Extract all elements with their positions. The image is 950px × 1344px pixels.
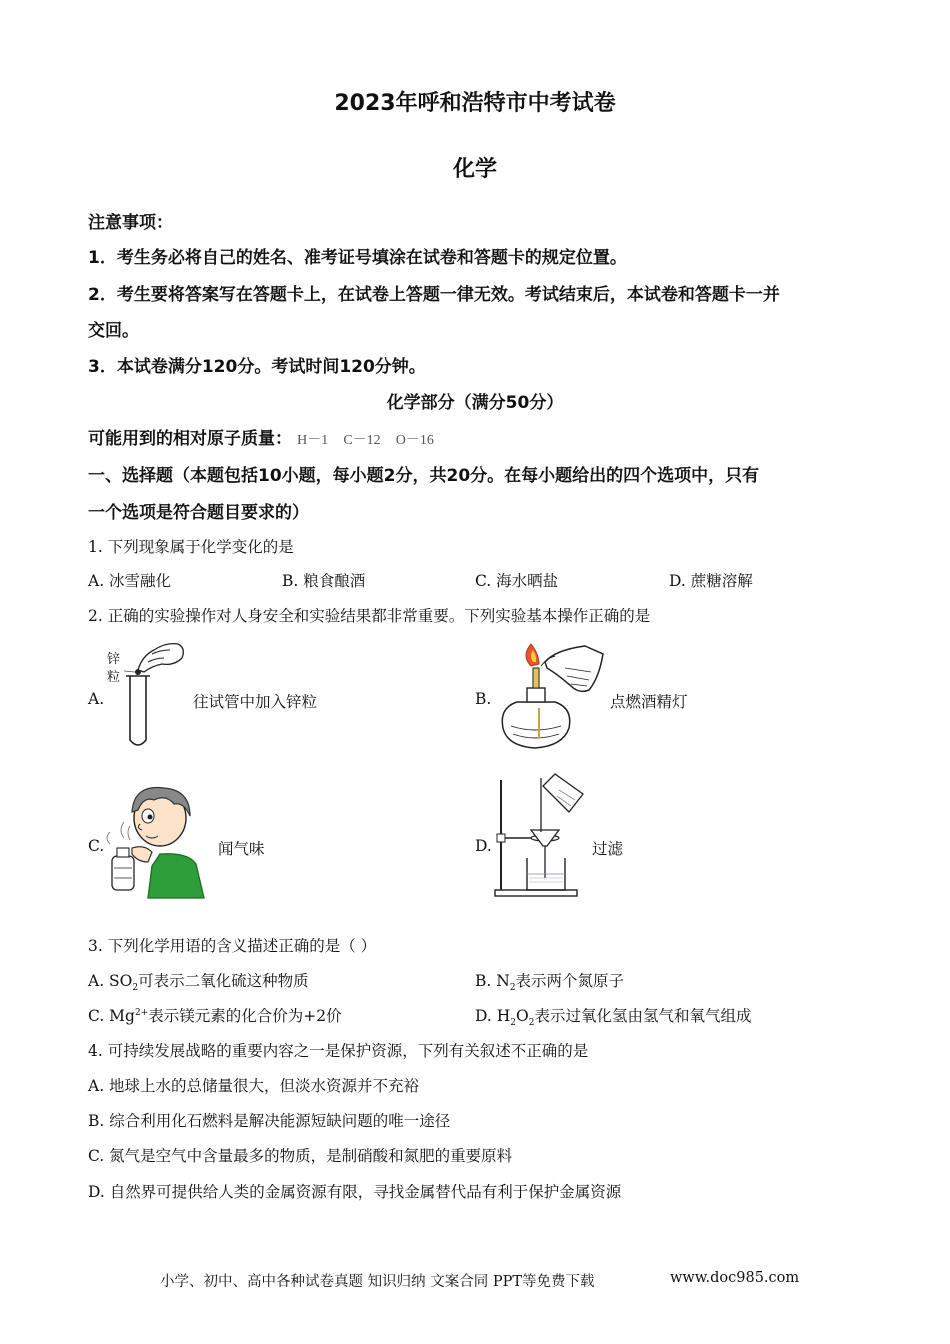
footer-url[interactable]: www.doc985.com [670, 1270, 800, 1286]
q4-option-c: C. 氮气是空气中含量最多的物质，是制硝酸和氮肥的重要原料 [88, 1147, 513, 1165]
q2-option-b-letter: B. [475, 690, 492, 708]
notice-item-2-line-1: 2．考生要将答案写在答题卡上，在试卷上答题一律无效。考试结束后，本试卷和答题卡一并 [88, 285, 780, 305]
atomic-mass-c: C－12 [343, 433, 381, 448]
q2-b-illustration [495, 638, 607, 750]
q3-b-formula: B. N [475, 972, 510, 990]
q3-a-subscript: 2 [132, 983, 139, 994]
q3-stem: 3. 下列化学用语的含义描述正确的是（ ） [88, 937, 377, 955]
footer-text: 小学、初中、高中各种试卷真题 知识归纳 文案合同 PPT等免费下载 [160, 1274, 595, 1290]
notice-heading: 注意事项： [88, 213, 173, 233]
q2-option-b-text: 点燃酒精灯 [610, 693, 688, 711]
q2-option-d-text: 过滤 [592, 840, 624, 858]
q4-option-d: D. 自然界可提供给人类的金属资源有限，寻找金属替代品有利于保护金属资源 [88, 1183, 622, 1201]
q3-c-superscript: 2+ [134, 1007, 149, 1018]
q3-option-c [88, 1004, 342, 1026]
q1-stem: 1. 下列现象属于化学变化的是 [88, 538, 294, 556]
q1-option-b: B. 粮食酿酒 [282, 572, 366, 590]
q3-d-subscript-2: 2 [528, 1018, 535, 1029]
q2-a-illustration [104, 636, 194, 751]
zinc-label-1: 锌 [107, 652, 121, 667]
q4-stem: 4. 可持续发展战略的重要内容之一是保护资源，下列有关叙述不正确的是 [88, 1042, 589, 1060]
notice-item-1: 1．考生务必将自己的姓名、准考证号填涂在试卷和答题卡的规定位置。 [88, 248, 627, 268]
q2-option-c-text: 闻气味 [218, 840, 265, 858]
q3-option-d [475, 1004, 751, 1028]
q3-b-text: 表示两个氮原子 [515, 972, 625, 990]
choice-instructions-line-1: 一、选择题（本题包括10小题，每小题2分，共20分。在每小题给出的四个选项中，只有 [88, 466, 760, 486]
q3-d-formula-o: O [515, 1007, 529, 1025]
choice-instructions-line-2: 一个选项是符合题目要求的） [88, 503, 309, 523]
q2-option-a-letter: A. [88, 690, 105, 708]
atomic-mass-label: 可能用到的相对原子质量： [88, 429, 292, 449]
q2-stem: 2. 正确的实验操作对人身安全和实验结果都非常重要。下列实验基本操作正确的是 [88, 607, 651, 625]
q3-a-formula: A. SO [88, 972, 133, 990]
q3-d-text: 表示过氧化氢由氢气和氧气组成 [534, 1007, 752, 1025]
q3-d-formula-h: D. H [475, 1007, 511, 1025]
zinc-label-2: 粒 [107, 670, 121, 685]
q2-d-illustration [495, 772, 595, 900]
q3-option-b [475, 969, 624, 993]
q3-option-a [88, 969, 309, 993]
atomic-mass-line [88, 424, 434, 449]
q4-option-a: A. 地球上水的总储量很大，但淡水资源并不充裕 [88, 1077, 420, 1095]
q3-b-subscript: 2 [509, 983, 516, 994]
q2-option-c-letter: C. [88, 837, 105, 855]
q3-c-text: 表示镁元素的化合价为+2价 [148, 1007, 342, 1025]
exam-title: 2023年呼和浩特市中考试卷 [334, 91, 616, 116]
subject-title: 化学 [452, 157, 497, 182]
atomic-mass-h: H－1 [297, 433, 329, 448]
q3-a-text: 可表示二氧化硫这种物质 [138, 972, 309, 990]
q2-c-illustration [104, 782, 214, 900]
q3-c-formula: C. Mg [88, 1007, 135, 1025]
q4-option-b: B. 综合利用化石燃料是解决能源短缺问题的唯一途径 [88, 1112, 451, 1130]
q1-option-a: A. 冰雪融化 [88, 572, 172, 590]
q1-option-c: C. 海水晒盐 [475, 572, 559, 590]
notice-item-2-line-2: 交回。 [88, 321, 139, 341]
atomic-mass-o: O－16 [395, 433, 434, 448]
q2-option-d-letter: D. [475, 837, 492, 855]
part-title: 化学部分（满分50分） [386, 393, 564, 413]
q1-option-d: D. 蔗糖溶解 [669, 572, 753, 590]
q3-d-subscript-1: 2 [510, 1018, 516, 1029]
q2-option-a-text: 往试管中加入锌粒 [193, 693, 318, 711]
notice-item-3: 3．本试卷满分120分。考试时间120分钟。 [88, 357, 426, 377]
